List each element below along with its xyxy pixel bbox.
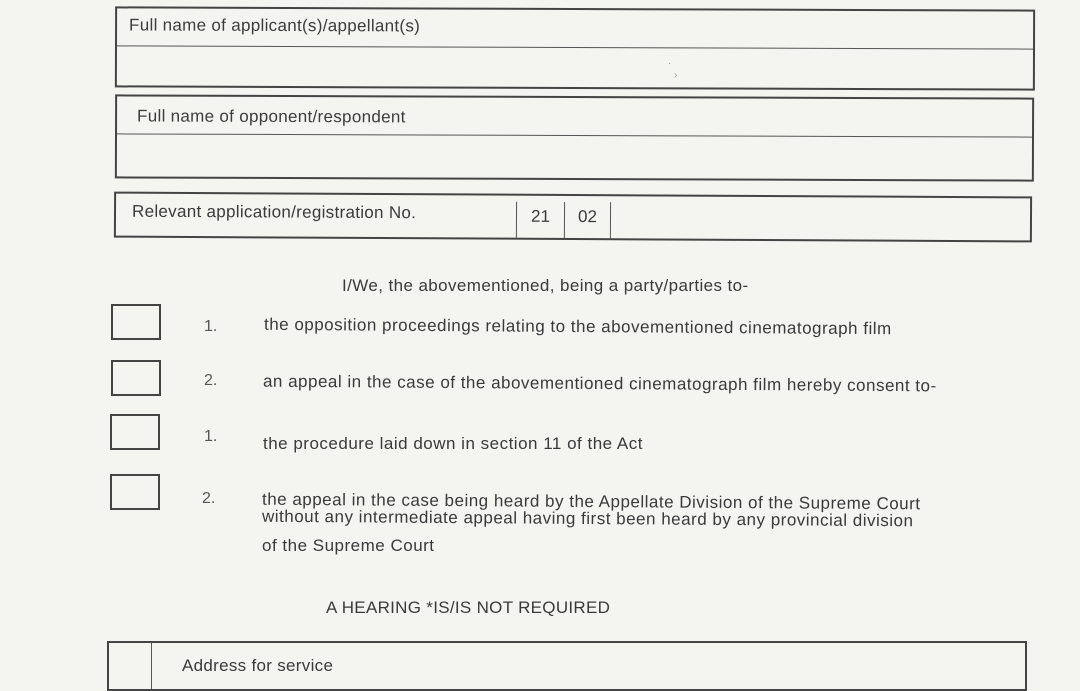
- appellate-division-text-line3: of the Supreme Court: [262, 536, 435, 555]
- opposition-proceedings-text: the opposition proceedings relating to the abovementioned cinematograph film: [263, 314, 892, 339]
- item-number: 2.: [204, 372, 218, 389]
- appeal-text: an appeal in the case of the abovementioned cinematograph film hereby consent to-: [262, 371, 937, 396]
- section-11-procedure-checkbox[interactable]: [110, 414, 160, 450]
- hearing-requirement: A HEARING *IS/IS NOT REQUIRED: [326, 598, 611, 617]
- registration-label: Relevant application/registration No.: [131, 201, 417, 223]
- opposition-proceedings-checkbox[interactable]: [111, 304, 161, 340]
- section-11-procedure-text: the procedure laid down in section 11 of the Act: [263, 434, 643, 453]
- respondent-name-input[interactable]: [117, 134, 1032, 179]
- appellate-division-text-line1: the appeal in the case being heard by the Appellate Division of the Supreme Court: [261, 489, 921, 514]
- registration-field-box: [114, 192, 1032, 243]
- registration-number-input[interactable]: [610, 202, 1030, 240]
- appeal-checkbox[interactable]: [111, 360, 161, 396]
- respondent-field-box: [115, 94, 1034, 181]
- address-label: Address for service: [182, 656, 334, 675]
- item-number: 2.: [202, 490, 216, 507]
- appellate-division-text-line2: without any intermediate appeal having first been heard by any provincial division: [261, 506, 914, 531]
- applicant-field-box: [115, 6, 1035, 90]
- registration-prefix-2: 02: [564, 202, 610, 238]
- registration-prefix-1: 21: [516, 202, 564, 238]
- appellate-division-checkbox[interactable]: [110, 474, 160, 510]
- item-number: 1.: [204, 318, 218, 335]
- applicant-label: Full name of applicant(s)/appellant(s): [117, 8, 1033, 49]
- respondent-label: Full name of opponent/respondent: [117, 96, 1032, 137]
- scan-speck: ›: [674, 70, 678, 81]
- scan-speck: ·: [668, 58, 672, 69]
- applicant-name-input[interactable]: [117, 46, 1033, 88]
- intro-statement: I/We, the abovementioned, being a party/parties to-: [342, 276, 749, 295]
- address-divider: [151, 643, 152, 689]
- item-number: 1.: [204, 428, 218, 445]
